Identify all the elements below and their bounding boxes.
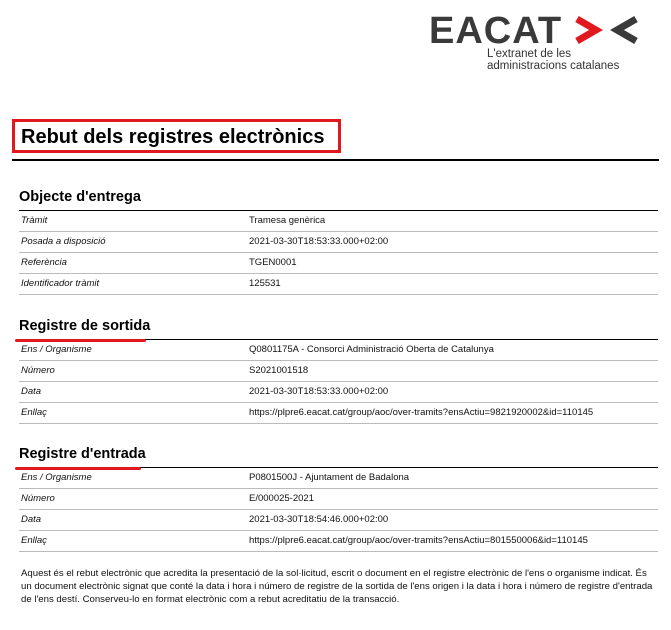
row-label: Data [21, 386, 42, 397]
section-registre-sortida [19, 317, 658, 424]
logo-tagline-line2: administracions catalanes [487, 59, 620, 72]
section-objecte-entrega [19, 188, 658, 295]
section-rows [19, 339, 658, 424]
row-value: 2021-03-30T18:53:33.000+02:00 [249, 236, 389, 247]
title-divider [12, 159, 659, 161]
section-title: Objecte d'entrega [19, 189, 141, 205]
table-row [19, 211, 658, 232]
row-label: Ens / Organisme [21, 472, 92, 483]
section-title: Registre d'entrada [19, 445, 658, 467]
row-value: https://plpre6.eacat.cat/group/aoc/over-tramits?ensActiu=9821920002&id=110145 [249, 407, 594, 418]
row-value: 125531 [249, 278, 281, 289]
section-registre-entrada [19, 445, 658, 552]
page-title: Rebut dels registres electrònics [21, 126, 325, 148]
receipt-disclaimer: Aquest és el rebut electrònic que acredita la presentació de la sol·licitud, escrit o document en el registre electrònic de l'ens o organisme indicat. És un document electrònic signat que conté la data i hora i número de registre de la sortida de l'ens origen i la data i hora i número de registre d'entrada de l'ens destí. Conserveu-lo en format electrònic com a rebut acreditatiu de la transacció. [21, 568, 653, 605]
row-value: https://plpre6.eacat.cat/group/aoc/over-tramits?ensActiu=801550006&id=110145 [249, 535, 588, 546]
section-rows [19, 210, 658, 295]
table-row [19, 274, 658, 295]
row-label: Número [21, 493, 55, 504]
row-label: Tràmit [21, 215, 48, 226]
row-value: Tramesa genèrica [249, 215, 326, 226]
table-row [19, 340, 658, 361]
row-value: 2021-03-30T18:54:46.000+02:00 [249, 514, 389, 525]
table-row [19, 489, 658, 510]
logo-tagline-line1: L'extranet de les [487, 48, 572, 60]
row-label: Enllaç [21, 407, 47, 418]
eacat-logo [429, 12, 639, 74]
row-label: Data [21, 514, 42, 525]
row-value: TGEN0001 [249, 257, 297, 268]
table-row [19, 468, 658, 489]
row-value: S2021001518 [249, 365, 309, 376]
section-rows [19, 467, 658, 552]
row-label: Identificador tràmit [21, 278, 100, 289]
row-label: Referència [21, 257, 67, 268]
section-title: Registre de sortida [19, 317, 658, 339]
logo-tagline [487, 49, 619, 72]
row-label: Número [21, 365, 55, 376]
row-label: Posada a disposició [21, 236, 106, 247]
table-row [19, 510, 658, 531]
row-label: Enllaç [21, 535, 47, 546]
row-label: Ens / Organisme [21, 344, 92, 355]
table-row [19, 403, 658, 424]
row-value: 2021-03-30T18:53:33.000+02:00 [249, 386, 389, 397]
table-row [19, 382, 658, 403]
row-value: Q0801175A - Consorci Administració Oberta de Catalunya [249, 344, 494, 355]
eacat-brand-logo [429, 12, 639, 48]
row-value: P0801500J - Ajuntament de Badalona [249, 472, 410, 483]
table-row [19, 253, 658, 274]
svg-text:EACAT: EACAT [429, 12, 563, 48]
table-row [19, 232, 658, 253]
table-row [19, 361, 658, 382]
row-value: E/000025-2021 [249, 493, 314, 504]
table-row [19, 531, 658, 552]
